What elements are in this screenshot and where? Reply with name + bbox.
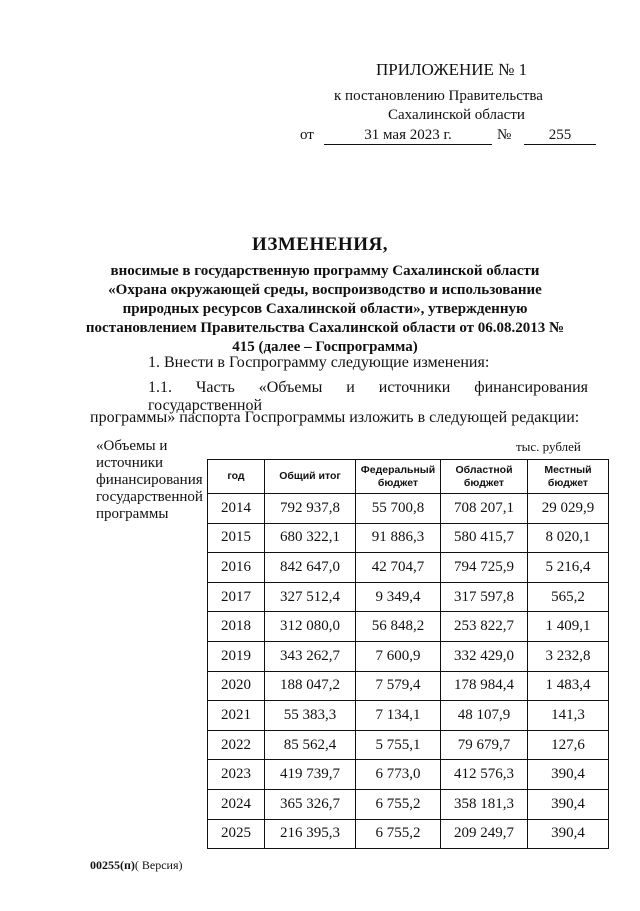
region-line: Сахалинской области [388, 107, 525, 123]
cell-federal: 55 700,8 [356, 494, 441, 524]
cell-regional: 412 576,3 [441, 760, 528, 790]
cell-federal: 91 886,3 [356, 523, 441, 553]
document-title: ИЗМЕНЕНИЯ, [252, 234, 388, 255]
header-regional: Областной бюджет [441, 460, 528, 494]
cell-year: 2014 [208, 494, 265, 524]
cell-local: 565,2 [528, 582, 609, 612]
cell-local: 5 216,4 [528, 553, 609, 583]
cell-regional: 178 984,4 [441, 671, 528, 701]
section-label: «Объемы и источники финансирования государственной программы [96, 438, 203, 522]
header-federal: Федеральный бюджет [356, 460, 441, 494]
cell-local: 8 020,1 [528, 523, 609, 553]
cell-federal: 56 848,2 [356, 612, 441, 642]
cell-year: 2016 [208, 553, 265, 583]
cell-regional: 708 207,1 [441, 494, 528, 524]
cell-local: 3 232,8 [528, 641, 609, 671]
cell-total: 85 562,4 [265, 730, 356, 760]
cell-federal: 7 600,9 [356, 641, 441, 671]
footer [90, 858, 183, 873]
cell-total: 312 080,0 [265, 612, 356, 642]
cell-federal: 6 755,2 [356, 819, 441, 849]
table-row [208, 523, 609, 553]
table-row [208, 553, 609, 583]
header-total: Общий итог [265, 460, 356, 494]
table-row [208, 701, 609, 731]
cell-federal: 5 755,1 [356, 730, 441, 760]
cell-federal: 7 134,1 [356, 701, 441, 731]
cell-year: 2020 [208, 671, 265, 701]
table-row [208, 641, 609, 671]
cell-total: 327 512,4 [265, 582, 356, 612]
table-body [208, 494, 609, 849]
cell-federal: 6 755,2 [356, 789, 441, 819]
cell-total: 842 647,0 [265, 553, 356, 583]
cell-regional: 209 249,7 [441, 819, 528, 849]
cell-regional: 332 429,0 [441, 641, 528, 671]
cell-local: 141,3 [528, 701, 609, 731]
cell-local: 390,4 [528, 789, 609, 819]
document-subtitle: вносимые в государственную программу Сахалинской области «Охрана окружающей среды, воспроизводство и использование природных ресурсов Сахалинской области», утвержденную постановлением Правительства Сахалинской области от 06.08.2013 № 415 (далее – Госпрограмма) [85, 263, 565, 355]
cell-year: 2022 [208, 730, 265, 760]
paragraph-1: 1. Внести в Госпрограмму следующие изменения: [148, 354, 490, 371]
paragraph-1-1-line2: программы» паспорта Госпрограммы изложить в следующей редакции: [90, 409, 580, 426]
cell-local: 1 483,4 [528, 671, 609, 701]
cell-regional: 79 679,7 [441, 730, 528, 760]
table-row [208, 494, 609, 524]
cell-federal: 9 349,4 [356, 582, 441, 612]
table-row [208, 730, 609, 760]
cell-year: 2021 [208, 701, 265, 731]
cell-total: 55 383,3 [265, 701, 356, 731]
cell-year: 2017 [208, 582, 265, 612]
cell-total: 680 322,1 [265, 523, 356, 553]
document-code: 00255(п) [90, 858, 135, 872]
cell-federal: 42 704,7 [356, 553, 441, 583]
decree-date: 31 мая 2023 г. [324, 127, 492, 145]
header-year: год [208, 460, 265, 494]
table-row [208, 789, 609, 819]
cell-year: 2024 [208, 789, 265, 819]
cell-regional: 317 597,8 [441, 582, 528, 612]
cell-local: 390,4 [528, 760, 609, 790]
table-header-row [208, 460, 609, 494]
cell-regional: 48 107,9 [441, 701, 528, 731]
units-label: тыс. рублей [516, 439, 581, 454]
document-version: ( Версия) [134, 858, 183, 872]
cell-regional: 794 725,9 [441, 553, 528, 583]
cell-total: 792 937,8 [265, 494, 356, 524]
cell-total: 216 395,3 [265, 819, 356, 849]
table-row [208, 671, 609, 701]
cell-year: 2023 [208, 760, 265, 790]
cell-local: 29 029,9 [528, 494, 609, 524]
decree-number: 255 [524, 127, 596, 145]
table-row [208, 760, 609, 790]
cell-total: 343 262,7 [265, 641, 356, 671]
cell-regional: 580 415,7 [441, 523, 528, 553]
cell-total: 365 326,7 [265, 789, 356, 819]
cell-year: 2025 [208, 819, 265, 849]
cell-regional: 358 181,3 [441, 789, 528, 819]
cell-federal: 6 773,0 [356, 760, 441, 790]
to-decree-line: к постановлению Правительства [334, 88, 543, 104]
table-row [208, 612, 609, 642]
appendix-number: ПРИЛОЖЕНИЕ № 1 [376, 60, 528, 79]
funding-table [207, 459, 609, 849]
table-row [208, 582, 609, 612]
cell-regional: 253 822,7 [441, 612, 528, 642]
table-row [208, 819, 609, 849]
cell-total: 419 739,7 [265, 760, 356, 790]
cell-total: 188 047,2 [265, 671, 356, 701]
from-label: от [300, 127, 314, 143]
cell-federal: 7 579,4 [356, 671, 441, 701]
header-local: Местный бюджет [528, 460, 609, 494]
paragraph-1-1-line1: 1.1. Часть «Объемы и источники финансирования государственной [148, 379, 588, 414]
decree-date-line [300, 127, 600, 149]
number-label: № [497, 127, 512, 143]
cell-year: 2019 [208, 641, 265, 671]
cell-local: 127,6 [528, 730, 609, 760]
cell-local: 1 409,1 [528, 612, 609, 642]
cell-local: 390,4 [528, 819, 609, 849]
cell-year: 2015 [208, 523, 265, 553]
cell-year: 2018 [208, 612, 265, 642]
